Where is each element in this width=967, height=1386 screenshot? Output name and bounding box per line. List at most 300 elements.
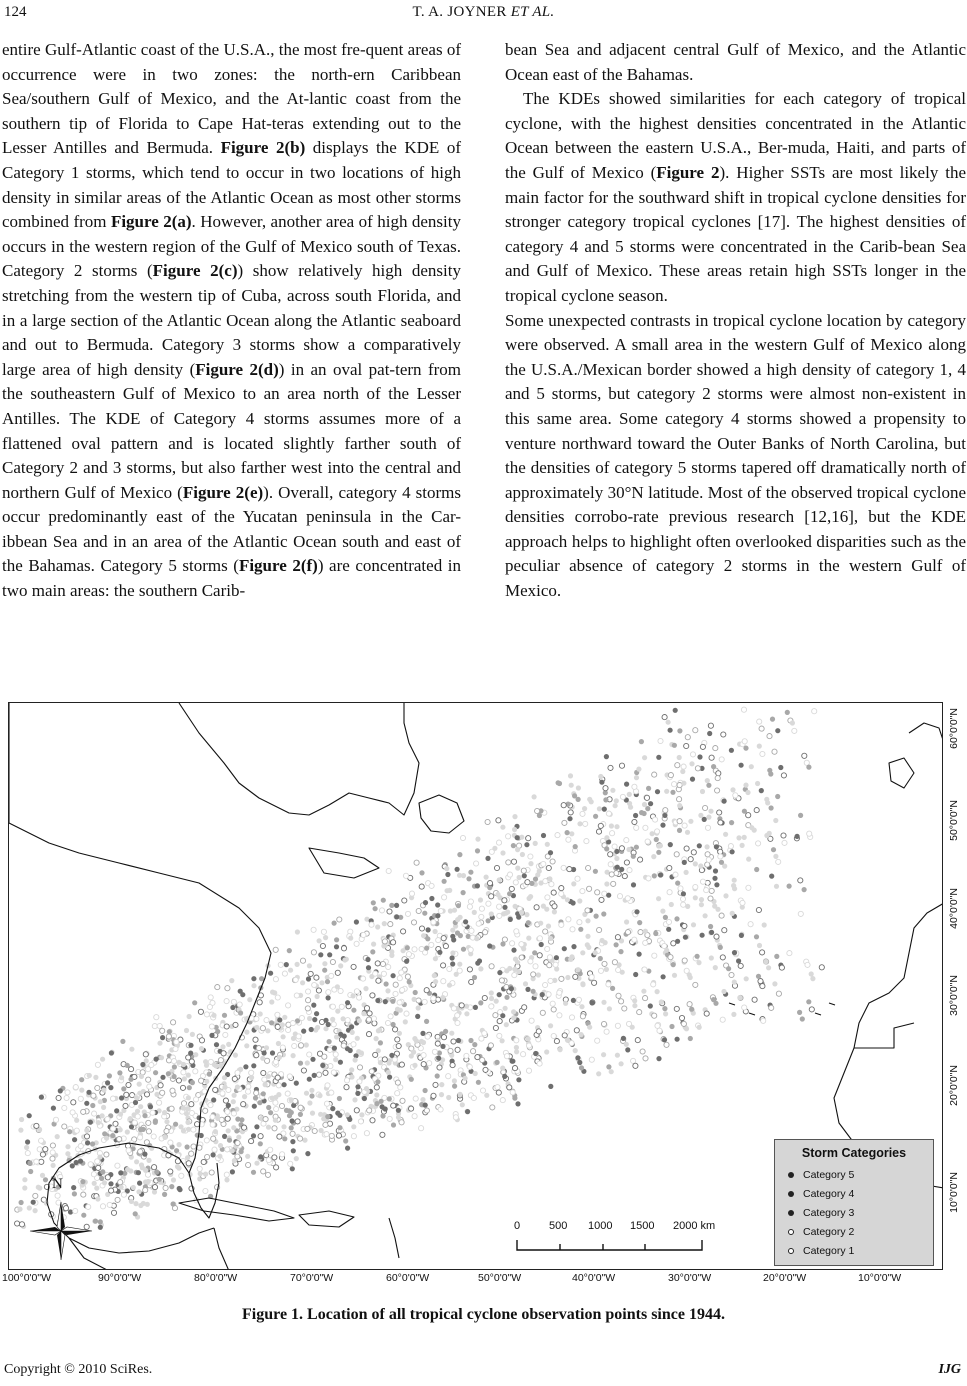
observation-point (458, 1092, 463, 1097)
observation-point (144, 1092, 149, 1097)
observation-point (342, 957, 347, 962)
observation-point (160, 1035, 165, 1040)
observation-point (304, 1091, 309, 1096)
observation-point (561, 865, 566, 870)
observation-point (723, 893, 728, 898)
observation-point (526, 1068, 531, 1073)
observation-point (105, 1175, 110, 1180)
observation-point (135, 1114, 140, 1119)
observation-point (184, 1028, 189, 1033)
observation-point (389, 1053, 394, 1058)
observation-point (396, 1115, 401, 1120)
observation-point (339, 1004, 344, 1009)
observation-point (469, 979, 474, 984)
observation-point (354, 1108, 359, 1113)
observation-point (500, 850, 505, 855)
right-paragraph-2: The KDEs showed similarities for each category of tropical cyclone, with the highest densities concentrated in the Atlantic Ocean between the eastern U.S.A., Ber-muda, Haiti, and parts of the Gulf of Mexico (Figure 2). Higher SSTs are most likely the main factor for the southward shift in tropical cyclone densities for stronger category tropical cyclones [17]. The highest densities of category 4 and 5 storms were concentrated in the Carib-bean Sea and Gulf of Mexico. These areas retain high SSTs longer in the tropical cyclone season. (505, 89, 966, 305)
observation-point (660, 823, 665, 828)
observation-point (226, 1042, 231, 1047)
lat-label: 40°0'0"N (948, 888, 960, 929)
observation-point (513, 880, 518, 885)
observation-point (722, 928, 727, 933)
observation-point (412, 1114, 417, 1119)
observation-point (719, 913, 724, 918)
observation-point (289, 1125, 294, 1130)
observation-point (84, 1134, 89, 1139)
observation-point (706, 857, 711, 862)
observation-point (84, 1101, 89, 1106)
observation-point (731, 883, 736, 888)
observation-point (251, 976, 256, 981)
observation-point (525, 987, 530, 992)
observation-point (681, 764, 686, 769)
observation-point (386, 964, 391, 969)
observation-point (188, 1051, 193, 1056)
observation-point (576, 967, 581, 972)
observation-point (507, 966, 512, 971)
observation-point (88, 1120, 93, 1125)
observation-point (317, 938, 322, 943)
observation-point (279, 1103, 284, 1108)
observation-point (633, 972, 638, 977)
observation-point (576, 785, 581, 790)
observation-point (476, 921, 481, 926)
observation-point (604, 1029, 609, 1034)
observation-point (424, 988, 429, 993)
running-title-etal: ET AL. (510, 4, 555, 20)
observation-point (396, 1108, 401, 1113)
observation-point (569, 783, 574, 788)
observation-point (396, 1043, 401, 1048)
observation-point (614, 798, 619, 803)
observation-point (337, 1125, 342, 1130)
observation-point (148, 1104, 153, 1109)
observation-point (712, 904, 717, 909)
observation-point (450, 1063, 455, 1068)
observation-point (142, 1113, 147, 1118)
observation-point (539, 942, 544, 947)
observation-point (680, 769, 685, 774)
observation-point (682, 823, 687, 828)
observation-point (374, 1085, 379, 1090)
observation-point (500, 1013, 505, 1018)
observation-point (656, 896, 661, 901)
observation-point (437, 950, 442, 955)
observation-point (357, 1065, 362, 1070)
observation-point (355, 1036, 360, 1041)
observation-point (634, 909, 639, 914)
observation-point (235, 1117, 240, 1122)
observation-point (129, 1199, 134, 1204)
figure-reference: Figure 2 (656, 162, 720, 182)
observation-point (141, 1201, 146, 1206)
observation-point (189, 1059, 194, 1064)
observation-point (703, 805, 708, 810)
observation-point (759, 788, 764, 793)
observation-point (357, 995, 362, 1000)
observation-point (105, 1080, 110, 1085)
observation-point (251, 1170, 256, 1175)
observation-point (70, 1163, 75, 1168)
observation-point (511, 859, 516, 864)
observation-point (642, 967, 647, 972)
observation-point (597, 927, 602, 932)
observation-point (455, 1013, 460, 1018)
observation-point (770, 717, 775, 722)
observation-point (598, 823, 603, 828)
observation-point (573, 974, 578, 979)
observation-point (699, 897, 704, 902)
observation-point (203, 1059, 208, 1064)
observation-point (685, 735, 690, 740)
observation-point (275, 1012, 280, 1017)
observation-point (616, 993, 621, 998)
observation-point (514, 929, 519, 934)
observation-point (704, 1011, 709, 1016)
observation-point (171, 1020, 176, 1025)
observation-point (199, 1078, 204, 1083)
observation-point (43, 1177, 48, 1182)
observation-point (682, 860, 687, 865)
observation-point (741, 707, 746, 712)
observation-point (737, 995, 742, 1000)
observation-point (619, 846, 624, 851)
observation-point (656, 755, 661, 760)
observation-point (181, 1128, 186, 1133)
observation-point (226, 1103, 231, 1108)
observation-point (233, 1022, 238, 1027)
observation-point (416, 908, 421, 913)
observation-point (473, 1005, 478, 1010)
observation-point (133, 1211, 138, 1216)
observation-point (337, 917, 342, 922)
observation-point (774, 954, 779, 959)
observation-point (299, 1015, 304, 1020)
observation-point (235, 1140, 240, 1145)
observation-point (756, 841, 761, 846)
observation-point (85, 1140, 90, 1145)
observation-point (242, 1125, 247, 1130)
observation-point (325, 1114, 330, 1119)
observation-point (230, 1148, 235, 1153)
observation-point (672, 782, 677, 787)
observation-point (117, 1070, 122, 1075)
observation-point (137, 1181, 142, 1186)
observation-point (265, 1172, 270, 1177)
observation-point (401, 929, 406, 934)
observation-point (376, 978, 381, 983)
observation-point (497, 992, 502, 997)
observation-point (756, 907, 761, 912)
observation-point (499, 978, 504, 983)
observation-point (374, 1101, 379, 1106)
observation-point (315, 994, 320, 999)
observation-point (421, 1040, 426, 1045)
observation-point (675, 939, 680, 944)
observation-point (614, 824, 619, 829)
observation-point (468, 947, 473, 952)
observation-point (210, 1114, 215, 1119)
observation-point (550, 1001, 555, 1006)
observation-point (229, 978, 234, 983)
observation-point (482, 1031, 487, 1036)
observation-point (569, 1015, 574, 1020)
observation-point (273, 1118, 278, 1123)
observation-point (559, 886, 564, 891)
observation-point (338, 963, 343, 968)
observation-point (174, 1039, 179, 1044)
observation-point (787, 951, 792, 956)
observation-point (351, 1134, 356, 1139)
page-number: 124 (4, 4, 27, 20)
observation-point (489, 990, 494, 995)
observation-point (571, 944, 576, 949)
observation-point (416, 1005, 421, 1010)
observation-point (171, 1177, 176, 1182)
observation-point (515, 847, 520, 852)
observation-point (668, 842, 673, 847)
observation-point (637, 1010, 642, 1015)
observation-point (157, 1023, 162, 1028)
observation-point (387, 1096, 392, 1101)
observation-point (403, 873, 408, 878)
observation-point (471, 1049, 476, 1054)
observation-point (154, 1169, 159, 1174)
observation-point (118, 1180, 123, 1185)
observation-point (274, 1106, 279, 1111)
observation-point (708, 723, 713, 728)
observation-point (475, 1055, 480, 1060)
observation-point (381, 898, 386, 903)
observation-point (109, 1050, 114, 1055)
observation-point (637, 952, 642, 957)
observation-point (467, 904, 472, 909)
observation-point (211, 1013, 216, 1018)
observation-point (322, 968, 327, 973)
observation-point (411, 920, 416, 925)
observation-point (440, 1044, 445, 1049)
observation-point (266, 1105, 271, 1110)
observation-point (452, 1078, 457, 1083)
observation-point (571, 881, 576, 886)
observation-point (483, 1067, 488, 1072)
observation-point (547, 955, 552, 960)
observation-point (763, 959, 768, 964)
observation-point (579, 1004, 584, 1009)
observation-point (586, 945, 591, 950)
observation-point (363, 986, 368, 991)
observation-point (557, 990, 562, 995)
observation-point (677, 755, 682, 760)
journal-abbreviation: IJG (938, 1362, 961, 1377)
observation-point (395, 1080, 400, 1085)
observation-point (497, 877, 502, 882)
observation-point (722, 799, 727, 804)
observation-point (565, 975, 570, 980)
observation-point (359, 1112, 364, 1117)
legend-dot-icon (788, 1172, 794, 1178)
observation-point (329, 1090, 334, 1095)
observation-point (482, 995, 487, 1000)
observation-point (485, 856, 490, 861)
observation-point (632, 819, 637, 824)
observation-point (232, 1158, 237, 1163)
observation-point (84, 1128, 89, 1133)
observation-point (254, 1124, 259, 1129)
observation-point (247, 997, 252, 1002)
observation-point (642, 811, 647, 816)
observation-point (405, 974, 410, 979)
observation-point (212, 1147, 217, 1152)
observation-point (570, 927, 575, 932)
observation-point (478, 897, 483, 902)
observation-point (719, 860, 724, 865)
observation-point (433, 979, 438, 984)
observation-point (162, 1192, 167, 1197)
observation-point (429, 883, 434, 888)
observation-point (298, 1136, 303, 1141)
observation-point (748, 922, 753, 927)
observation-point (109, 1188, 114, 1193)
observation-point (576, 997, 581, 1002)
observation-point (79, 1077, 84, 1082)
observation-point (298, 1105, 303, 1110)
observation-point (331, 1022, 336, 1027)
observation-point (96, 1165, 101, 1170)
observation-point (294, 1156, 299, 1161)
page-footer (0, 1362, 967, 1382)
observation-point (422, 911, 427, 916)
observation-point (664, 1042, 669, 1047)
observation-point (120, 1039, 125, 1044)
observation-point (757, 943, 762, 948)
observation-point (366, 965, 371, 970)
observation-point (424, 1108, 429, 1113)
observation-point (742, 809, 747, 814)
observation-point (383, 999, 388, 1004)
observation-point (526, 1036, 531, 1041)
observation-point (311, 1003, 316, 1008)
observation-point (193, 1097, 198, 1102)
observation-point (516, 969, 521, 974)
observation-point (626, 847, 631, 852)
observation-point (205, 1154, 210, 1159)
observation-point (189, 1102, 194, 1107)
observation-point (544, 907, 549, 912)
observation-point (180, 1085, 185, 1090)
observation-point (457, 873, 462, 878)
observation-point (443, 1029, 448, 1034)
observation-point (455, 930, 460, 935)
observation-point (330, 959, 335, 964)
observation-point (579, 1032, 584, 1037)
observation-point (232, 1093, 237, 1098)
observation-point (95, 1159, 100, 1164)
observation-point (326, 1022, 331, 1027)
observation-point (429, 942, 434, 947)
observation-point (374, 1036, 379, 1041)
observation-point (448, 1048, 453, 1053)
observation-point (712, 876, 717, 881)
lon-label: 80°0'0"W (194, 1272, 238, 1284)
observation-point (468, 899, 473, 904)
right-paragraph-1: bean Sea and adjacent central Gulf of Mexico, and the Atlantic Ocean east of the Bahamas. (505, 40, 966, 84)
observation-point (351, 964, 356, 969)
observation-point (143, 1052, 148, 1057)
observation-point (480, 1057, 485, 1062)
observation-point (479, 914, 484, 919)
observation-point (238, 1010, 243, 1015)
observation-point (643, 940, 648, 945)
observation-point (373, 906, 378, 911)
observation-point (387, 1075, 392, 1080)
observation-point (604, 754, 609, 759)
observation-point (137, 1082, 142, 1087)
observation-point (296, 1034, 301, 1039)
observation-point (460, 835, 465, 840)
observation-point (375, 1079, 380, 1084)
observation-point (213, 1063, 218, 1068)
observation-point (273, 977, 278, 982)
observation-point (98, 1219, 103, 1224)
observation-point (113, 1121, 118, 1126)
observation-point (666, 919, 671, 924)
observation-point (595, 1038, 600, 1043)
observation-point (391, 1122, 396, 1127)
observation-point (126, 1082, 131, 1087)
observation-point (104, 1136, 109, 1141)
observation-point (181, 1062, 186, 1067)
observation-point (355, 1091, 360, 1096)
observation-point (415, 1014, 420, 1019)
observation-point (558, 1047, 563, 1052)
observation-point (606, 982, 611, 987)
observation-point (638, 930, 643, 935)
observation-point (577, 1060, 582, 1065)
observation-point (502, 898, 507, 903)
observation-point (746, 857, 751, 862)
observation-point (807, 831, 812, 836)
observation-point (306, 976, 311, 981)
observation-point (246, 1084, 251, 1089)
observation-point (153, 1070, 158, 1075)
observation-point (43, 1147, 48, 1152)
observation-point (652, 953, 657, 958)
observation-point (742, 835, 747, 840)
observation-point (224, 1024, 229, 1029)
observation-point (749, 825, 754, 830)
observation-point (548, 978, 553, 983)
observation-point (364, 1131, 369, 1136)
observation-point (606, 893, 611, 898)
scale-label: 1000 (588, 1220, 613, 1232)
observation-point (39, 1159, 44, 1164)
observation-point (668, 955, 673, 960)
observation-point (506, 860, 511, 865)
observation-point (463, 1076, 468, 1081)
observation-point (643, 825, 648, 830)
observation-point (709, 955, 714, 960)
observation-point (51, 1106, 56, 1111)
observation-point (439, 1082, 444, 1087)
observation-point (559, 891, 564, 896)
observation-point (305, 1151, 310, 1156)
observation-point (386, 1070, 391, 1075)
observation-point (414, 1038, 419, 1043)
observation-point (781, 773, 786, 778)
observation-point (797, 1010, 802, 1015)
observation-point (100, 1169, 105, 1174)
